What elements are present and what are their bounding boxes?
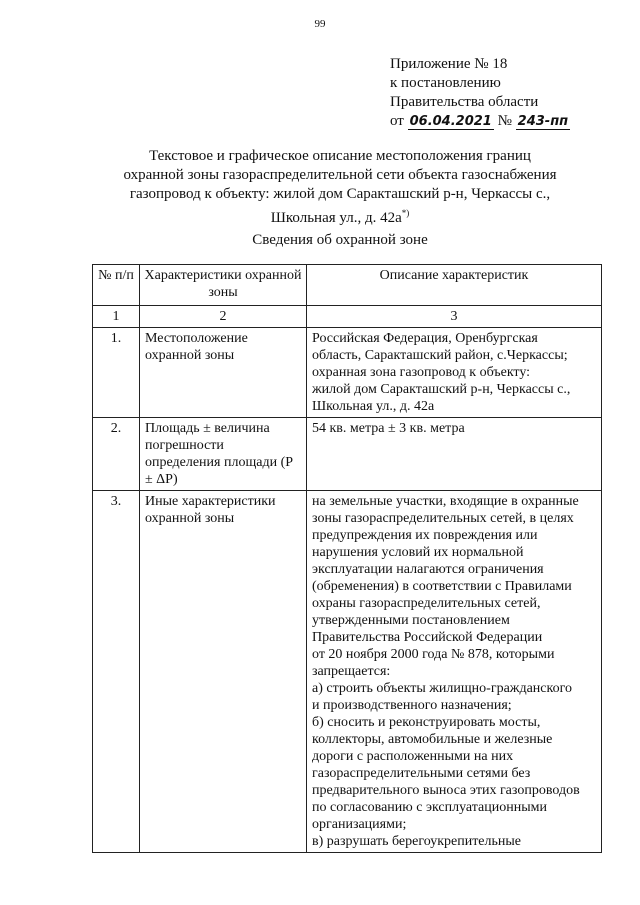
page-number: 99 [314, 18, 326, 30]
protection-zone-table [92, 264, 602, 853]
row-description: Российская Федерация, Оренбургская область, Саракташский район, с.Черкассы; охранная зона газопровод к объекту: жилой дом Саракташский р-н, Черкассы с., Школьная ул., д. 42а [307, 328, 602, 418]
row-number: 1. [93, 328, 140, 418]
title-line-2: охранной зоны газораспределительной сети объекта газоснабжения [123, 167, 557, 183]
section-subtitle: Сведения об охранной зоне [252, 232, 428, 248]
appendix-line-3: Правительства области [390, 94, 539, 110]
table-row [93, 491, 602, 853]
column-number: 2 [140, 306, 307, 328]
row-number: 2. [93, 418, 140, 491]
table-column-numbers-row [93, 306, 602, 328]
appendix-line-1: Приложение № 18 [390, 56, 508, 72]
appendix-date-line [390, 112, 570, 131]
row-characteristic: Местоположение охранной зоны [140, 328, 307, 418]
header-characteristics: Характеристики охранной зоны [140, 265, 307, 306]
table-row [93, 418, 602, 491]
document-title [60, 147, 620, 228]
title-line-4: Школьная ул., д. 42а*) [270, 208, 410, 226]
title-line-1: Текстовое и графическое описание местоположения границ [149, 148, 531, 164]
header-number: № п/п [93, 265, 140, 306]
appendix-line-2: к постановлению [390, 75, 501, 91]
column-number: 3 [307, 306, 602, 328]
row-characteristic: Иные характеристики охранной зоны [140, 491, 307, 853]
number-prefix: № [497, 113, 512, 129]
table-row [93, 328, 602, 418]
handwritten-number: 243-пп [517, 114, 569, 129]
handwritten-date: 06.04.2021 [409, 114, 492, 129]
appendix-header [390, 55, 570, 131]
title-line-3: газопровод к объекту: жилой дом Саракташский р-н, Черкассы с., [129, 186, 551, 202]
footnote-mark: *) [401, 208, 410, 218]
row-description: 54 кв. метра ± 3 кв. метра [307, 418, 602, 491]
column-number: 1 [93, 306, 140, 328]
date-prefix: от [390, 113, 404, 129]
row-description: на земельные участки, входящие в охранные зоны газораспределительных сетей, в целях предупреждения их повреждения или нарушения условий их нормальной эксплуатации налагаются ограничения (обременения) в соответствии с Правилами охраны газораспределительных сетей, утвержденными постановлением Правительства Российской Федерации от 20 ноября 2000 года № 878, которыми запрещается: а) строить объекты жилищно-гражданского и производственного назначения; б) сносить и реконструировать мосты, коллекторы, автомобильные и железные дороги с расположенными на них газораспределительными сетями без предварительного выноса этих газопроводов по согласованию с эксплуатационными организациями; в) разрушать берегоукрепительные [307, 491, 602, 853]
row-number: 3. [93, 491, 140, 853]
row-characteristic: Площадь ± величина погрешности определения площади (P ± ΔP) [140, 418, 307, 491]
table-header-row [93, 265, 602, 306]
header-description: Описание характеристик [307, 265, 602, 306]
